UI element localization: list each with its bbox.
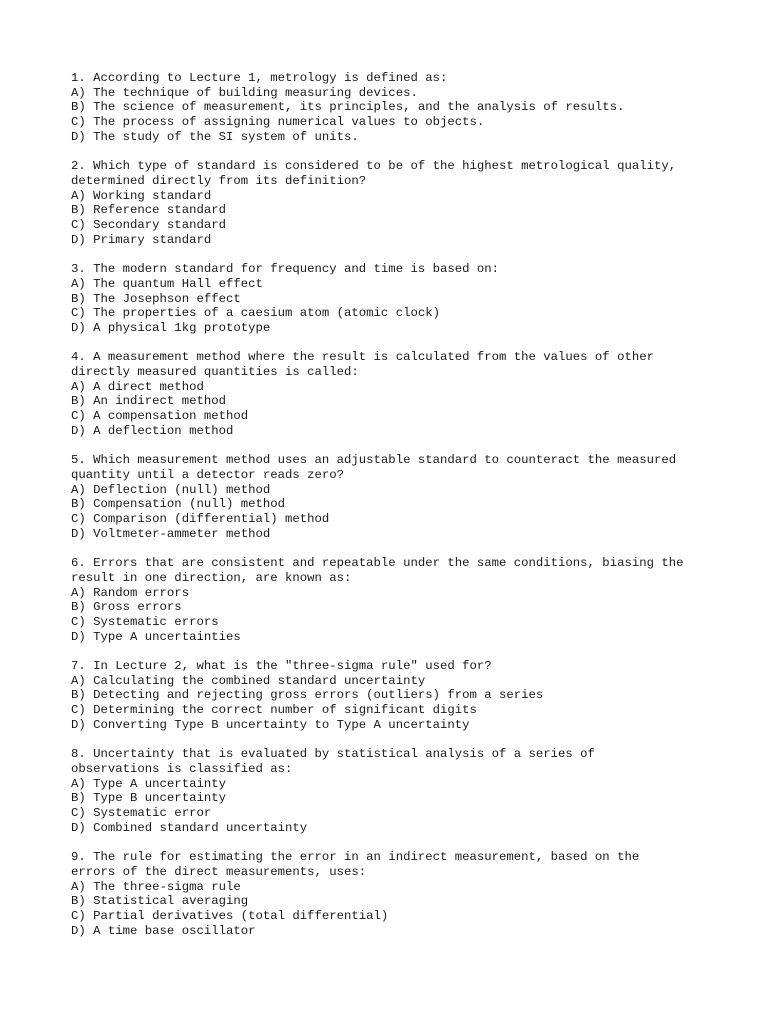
question-5 xyxy=(71,453,721,541)
document-page xyxy=(71,71,721,953)
option-d: D) Combined standard uncertainty xyxy=(71,820,308,835)
question-8 xyxy=(71,747,721,835)
option-a: A) Random errors xyxy=(71,585,190,600)
option-b: B) Statistical averaging xyxy=(71,894,249,909)
option-d: D) Primary standard xyxy=(71,232,212,247)
option-c: C) Determining the correct number of significant digits xyxy=(71,703,477,718)
option-b: B) Gross errors xyxy=(71,600,182,615)
option-d: D) A deflection method xyxy=(71,423,234,438)
question-7 xyxy=(71,659,721,733)
question-text: 6. Errors that are consistent and repeatable under the same conditions, biasing the xyxy=(71,556,684,571)
option-a: A) Working standard xyxy=(71,188,212,203)
question-text-continued: determined directly from its definition? xyxy=(71,173,367,188)
question-text-continued: errors of the direct measurements, uses: xyxy=(71,864,367,879)
question-text: 1. According to Lecture 1, metrology is defined as: xyxy=(71,71,448,85)
question-4 xyxy=(71,350,721,438)
option-b: B) Reference standard xyxy=(71,203,226,218)
option-c: C) Secondary standard xyxy=(71,218,226,233)
option-a: A) A direct method xyxy=(71,379,204,394)
question-6 xyxy=(71,556,721,644)
option-d: D) Type A uncertainties xyxy=(71,629,241,644)
question-text: 3. The modern standard for frequency and time is based on: xyxy=(71,262,500,277)
option-c: C) A compensation method xyxy=(71,409,249,424)
question-text: 2. Which type of standard is considered to be of the highest metrological quality, xyxy=(71,159,677,174)
option-c: C) Systematic error xyxy=(71,806,212,821)
option-a: A) Calculating the combined standard uncertainty xyxy=(71,673,426,688)
option-b: B) Type B uncertainty xyxy=(71,791,226,806)
option-c: C) Partial derivatives (total differential) xyxy=(71,908,389,923)
option-c: C) The properties of a caesium atom (atomic clock) xyxy=(71,306,440,321)
question-text: 5. Which measurement method uses an adjustable standard to counteract the measured xyxy=(71,453,677,468)
option-c: C) Comparison (differential) method xyxy=(71,512,330,527)
question-3 xyxy=(71,262,721,336)
question-text-continued: observations is classified as: xyxy=(71,761,293,776)
question-text-continued: directly measured quantities is called: xyxy=(71,365,359,380)
question-text-continued: result in one direction, are known as: xyxy=(71,570,352,585)
option-d: D) A physical 1kg prototype xyxy=(71,320,271,335)
option-d: D) The study of the SI system of units. xyxy=(71,129,359,144)
question-9 xyxy=(71,850,721,938)
option-b: B) The science of measurement, its principles, and the analysis of results. xyxy=(71,100,625,115)
option-a: A) The quantum Hall effect xyxy=(71,276,263,291)
question-text: 9. The rule for estimating the error in an indirect measurement, based on the xyxy=(71,850,640,865)
option-d: D) Voltmeter-ammeter method xyxy=(71,526,271,541)
option-b: B) An indirect method xyxy=(71,394,226,409)
question-text: 8. Uncertainty that is evaluated by statistical analysis of a series of xyxy=(71,747,595,762)
question-text: 7. In Lecture 2, what is the "three-sigma rule" used for? xyxy=(71,659,492,674)
option-b: B) Compensation (null) method xyxy=(71,497,286,512)
option-b: B) Detecting and rejecting gross errors (outliers) from a series xyxy=(71,688,544,703)
question-2 xyxy=(71,159,721,247)
option-d: D) A time base oscillator xyxy=(71,923,256,938)
option-c: C) Systematic errors xyxy=(71,614,219,629)
option-a: A) The technique of building measuring devices. xyxy=(71,85,418,100)
option-a: A) Deflection (null) method xyxy=(71,482,271,497)
option-c: C) The process of assigning numerical values to objects. xyxy=(71,115,485,130)
question-text: 4. A measurement method where the result is calculated from the values of other xyxy=(71,350,654,365)
option-b: B) The Josephson effect xyxy=(71,291,241,306)
option-a: A) The three-sigma rule xyxy=(71,879,241,894)
option-d: D) Converting Type B uncertainty to Type A uncertainty xyxy=(71,717,470,732)
question-text-continued: quantity until a detector reads zero? xyxy=(71,467,345,482)
option-a: A) Type A uncertainty xyxy=(71,776,226,791)
question-1 xyxy=(71,71,721,145)
